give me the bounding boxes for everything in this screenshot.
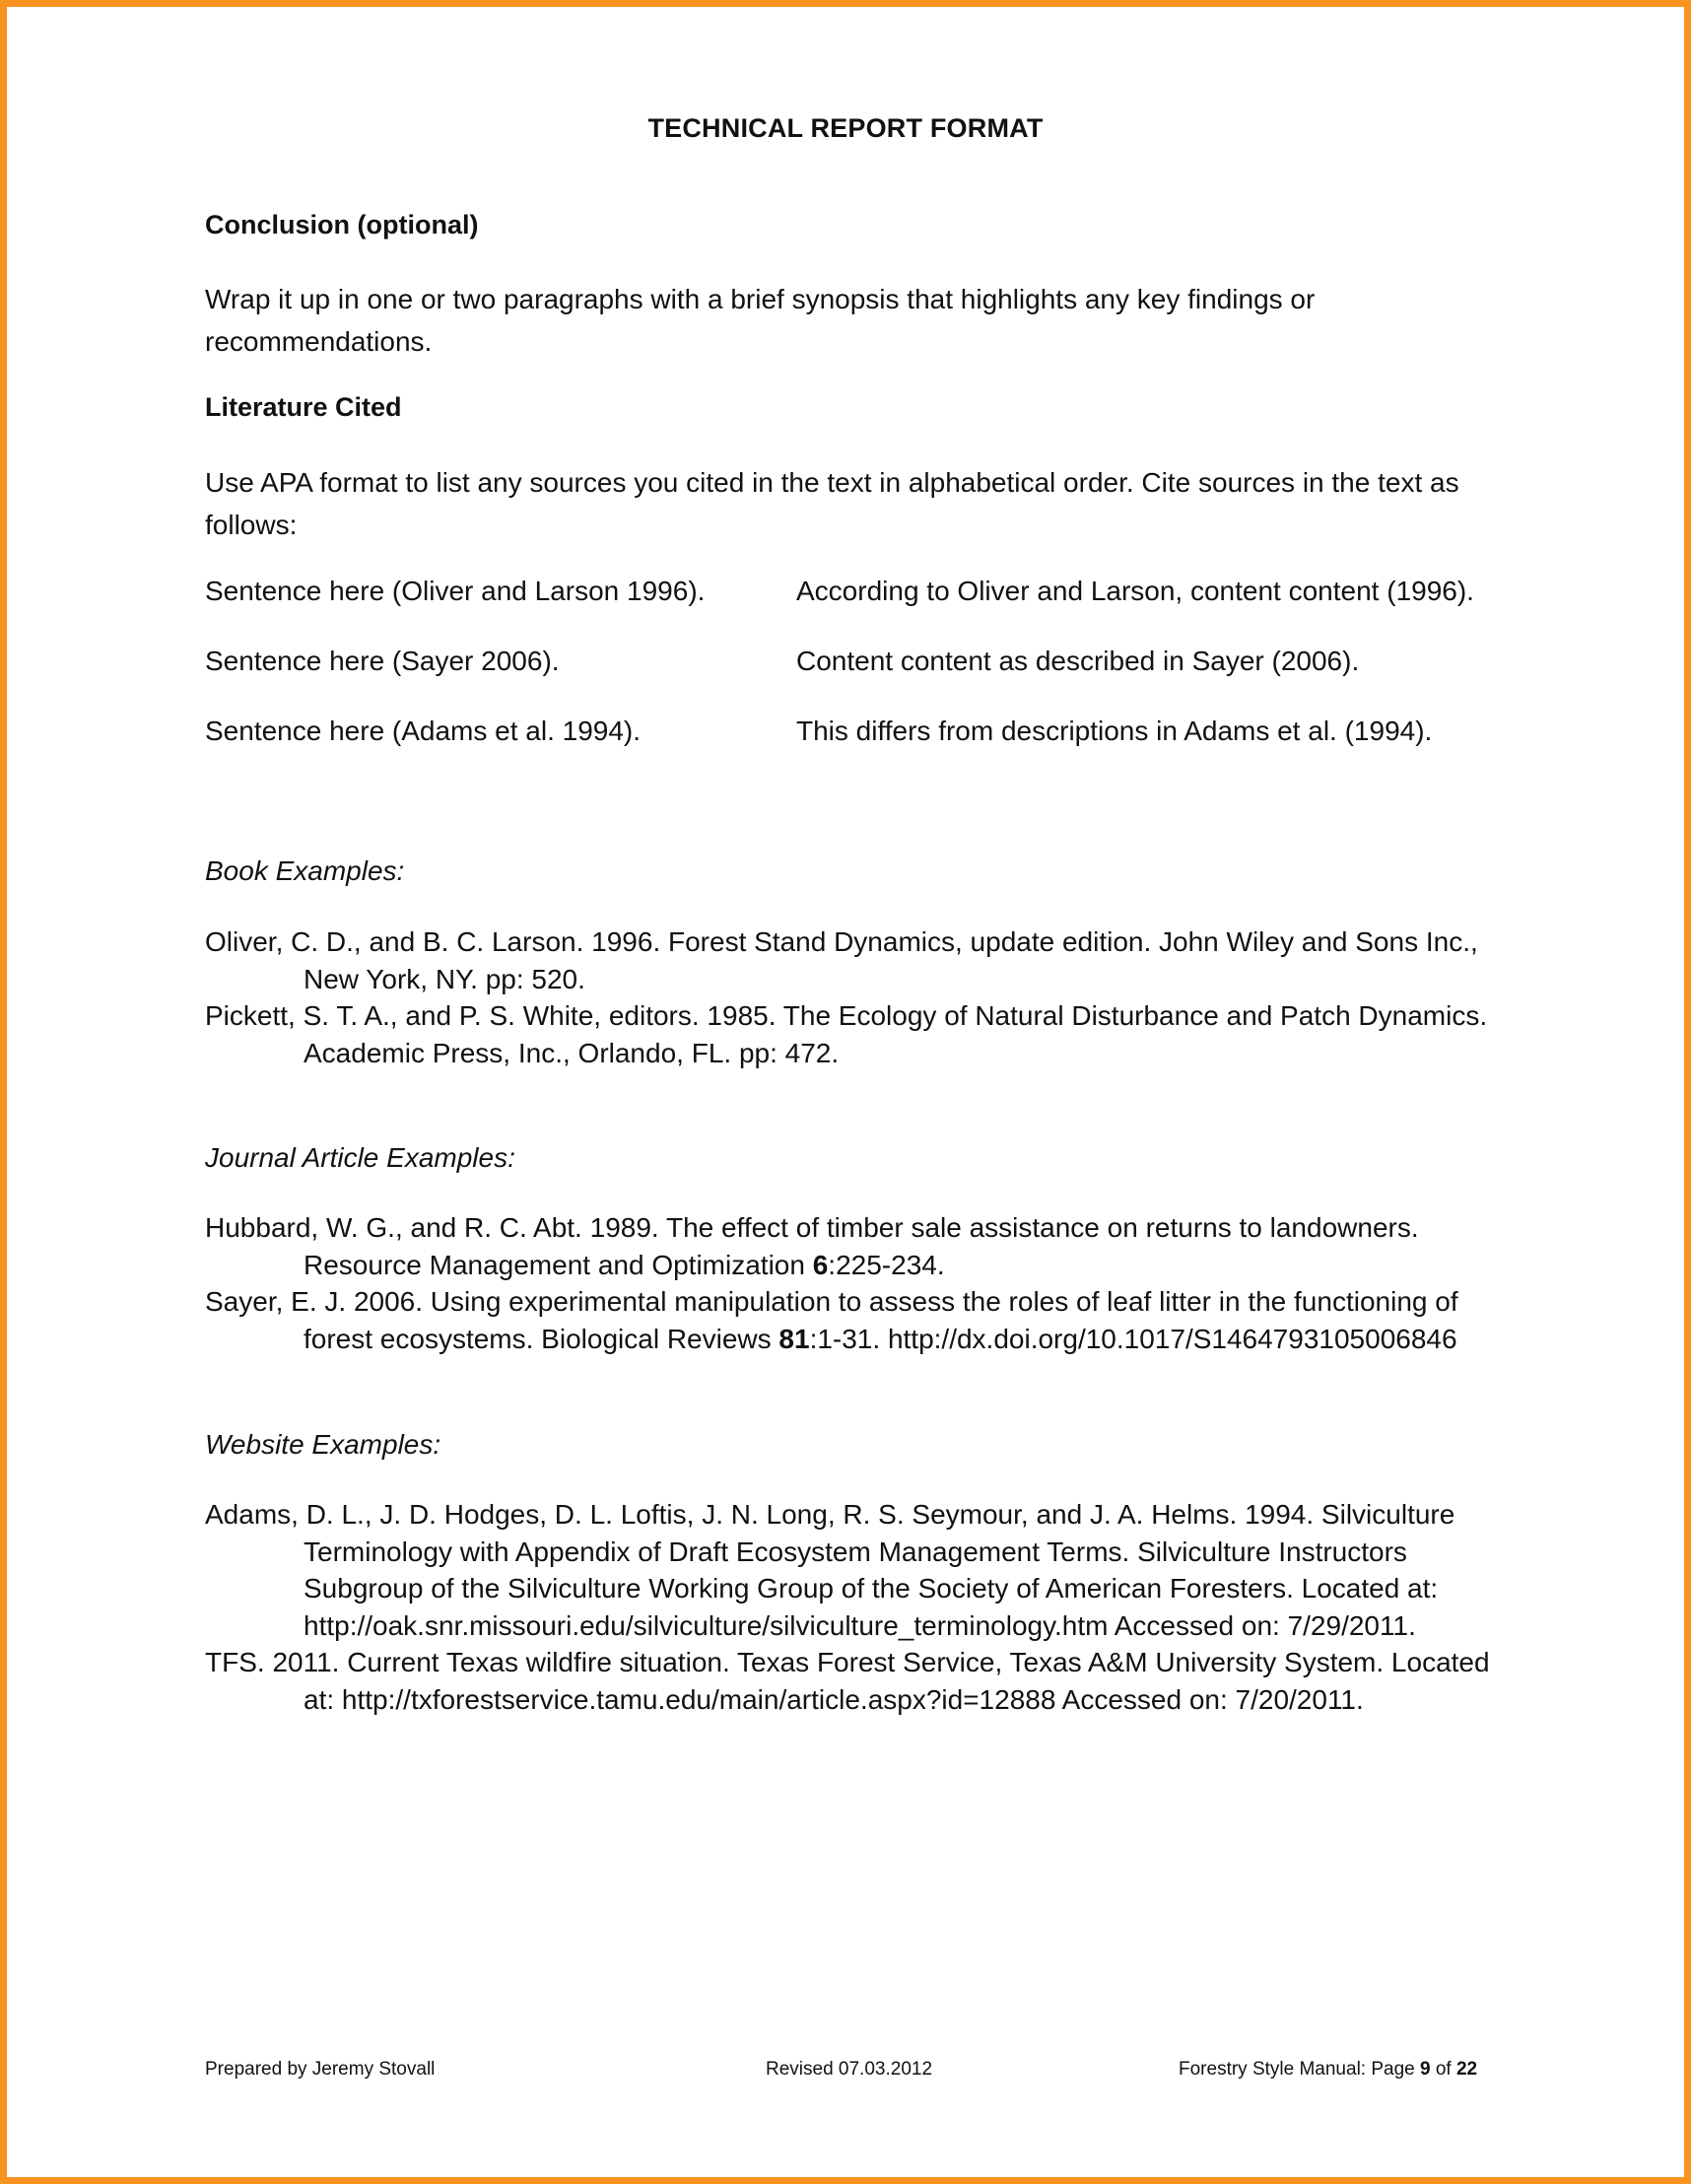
conclusion-heading: Conclusion (optional) bbox=[205, 210, 479, 239]
book-reference: Oliver, C. D., and B. C. Larson. 1996. Forest Stand Dynamics, update edition. John Wiley and Sons Inc., New York, NY. pp: 520. bbox=[205, 926, 1478, 994]
website-reference: TFS. 2011. Current Texas wildfire situation. Texas Forest Service, Texas A&M University System. Located at: http://txforestservice.tamu.edu/main/article.aspx?id=12888 Accessed on: 7/20/2011. bbox=[205, 1647, 1490, 1715]
footer-revised-date: Revised 07.03.2012 bbox=[766, 2059, 933, 2080]
citation-narrative: According to Oliver and Larson, content content (1996). bbox=[796, 576, 1474, 606]
footer-page-number: Forestry Style Manual: Page 9 of 22 bbox=[1179, 2059, 1478, 2080]
citation-narrative: Content content as described in Sayer (2006). bbox=[796, 646, 1360, 676]
citation-parenthetical: Sentence here (Adams et al. 1994). bbox=[205, 716, 642, 746]
website-examples-heading: Website Examples: bbox=[205, 1429, 441, 1460]
website-reference: Adams, D. L., J. D. Hodges, D. L. Loftis, J. N. Long, R. S. Seymour, and J. A. Helms. 1994. Silviculture Terminology with Appendix of Draft Ecosystem Management Terms. Silviculture Instructors Subgroup of the Silviculture Working Group of the Society of American Foresters. Located at: http://oak.snr.missouri.edu/silviculture/silviculture_terminology.htm Accessed on: 7/29/2011. bbox=[205, 1499, 1455, 1641]
journal-examples-heading: Journal Article Examples: bbox=[205, 1142, 515, 1173]
page-title: TECHNICAL REPORT FORMAT bbox=[647, 113, 1044, 143]
citation-narrative: This differs from descriptions in Adams et al. (1994). bbox=[796, 716, 1433, 746]
literature-body: Use APA format to list any sources you cited in the text in alphabetical order. Cite sources in the text as follows: bbox=[205, 467, 1459, 540]
citation-parenthetical: Sentence here (Sayer 2006). bbox=[205, 646, 560, 676]
journal-reference: Sayer, E. J. 2006. Using experimental manipulation to assess the roles of leaf litter in the functioning of forest ecosystems. Biological Reviews 81:1-31. http://dx.doi.org/10.1017/S1464793105006846 bbox=[205, 1286, 1458, 1354]
book-reference: Pickett, S. T. A., and P. S. White, editors. 1985. The Ecology of Natural Disturbance and Patch Dynamics. Academic Press, Inc., Orlando, FL. pp: 472. bbox=[205, 1000, 1488, 1068]
literature-heading: Literature Cited bbox=[205, 392, 402, 422]
conclusion-body: Wrap it up in one or two paragraphs with a brief synopsis that highlights any key findings or recommendations. bbox=[205, 284, 1316, 357]
journal-reference: Hubbard, W. G., and R. C. Abt. 1989. The effect of timber sale assistance on returns to landowners. Resource Management and Optimization 6:225-234. bbox=[205, 1212, 1419, 1280]
citation-parenthetical: Sentence here (Oliver and Larson 1996). bbox=[205, 576, 706, 606]
book-examples-heading: Book Examples: bbox=[205, 855, 405, 886]
footer-prepared-by: Prepared by Jeremy Stovall bbox=[205, 2059, 436, 2080]
